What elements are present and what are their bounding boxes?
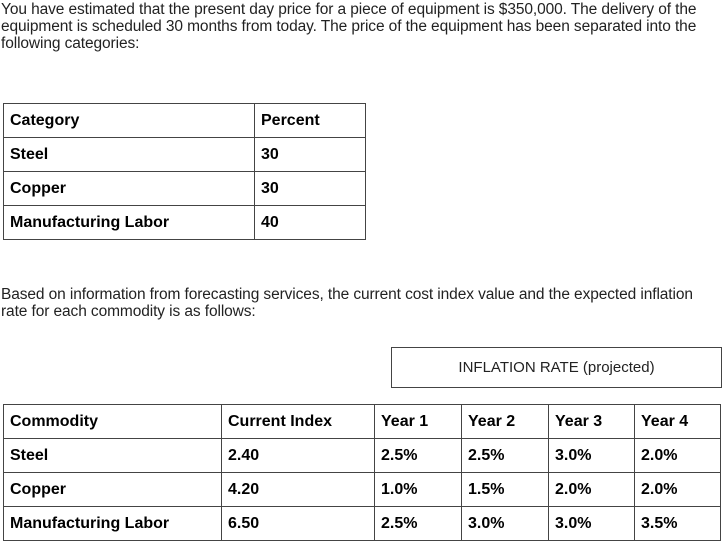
commodity-cell: Steel xyxy=(4,439,222,473)
table-row xyxy=(4,473,721,507)
table-row xyxy=(4,507,721,541)
table-row xyxy=(4,439,721,473)
header-year-1: Year 1 xyxy=(375,405,462,439)
category-table xyxy=(3,103,366,240)
year-4-cell: 2.0% xyxy=(635,439,721,473)
percent-cell: 30 xyxy=(255,138,366,172)
year-3-cell: 2.0% xyxy=(549,473,635,507)
intro-paragraph: You have estimated that the present day price for a piece of equipment is $350,000. The delivery of the equipment is scheduled 30 months from today. The price of the equipment has been separated into the following categories: xyxy=(1,1,697,52)
percent-cell: 40 xyxy=(255,206,366,240)
forecast-paragraph: Based on information from forecasting services, the current cost index value and the expected inflation rate for each commodity is as follows: xyxy=(1,286,693,320)
year-3-cell: 3.0% xyxy=(549,439,635,473)
current-index-cell: 4.20 xyxy=(222,473,375,507)
current-index-cell: 2.40 xyxy=(222,439,375,473)
header-year-4: Year 4 xyxy=(635,405,721,439)
year-2-cell: 2.5% xyxy=(462,439,549,473)
year-1-cell: 2.5% xyxy=(375,507,462,541)
commodity-cell: Copper xyxy=(4,473,222,507)
year-3-cell: 3.0% xyxy=(549,507,635,541)
table-header-row xyxy=(4,104,366,138)
year-1-cell: 2.5% xyxy=(375,439,462,473)
year-2-cell: 3.0% xyxy=(462,507,549,541)
table-header-row xyxy=(4,405,721,439)
table-row xyxy=(4,138,366,172)
year-2-cell: 1.5% xyxy=(462,473,549,507)
category-cell: Copper xyxy=(4,172,255,206)
year-1-cell: 1.0% xyxy=(375,473,462,507)
current-index-cell: 6.50 xyxy=(222,507,375,541)
inflation-rate-header: INFLATION RATE (projected) xyxy=(391,347,722,388)
header-year-2: Year 2 xyxy=(462,405,549,439)
header-year-3: Year 3 xyxy=(549,405,635,439)
year-4-cell: 2.0% xyxy=(635,473,721,507)
commodity-table xyxy=(3,404,721,541)
header-commodity: Commodity xyxy=(4,405,222,439)
percent-cell: 30 xyxy=(255,172,366,206)
category-cell: Steel xyxy=(4,138,255,172)
header-current-index: Current Index xyxy=(222,405,375,439)
commodity-cell: Manufacturing Labor xyxy=(4,507,222,541)
header-category: Category xyxy=(4,104,255,138)
year-4-cell: 3.5% xyxy=(635,507,721,541)
table-row xyxy=(4,172,366,206)
table-row xyxy=(4,206,366,240)
category-cell: Manufacturing Labor xyxy=(4,206,255,240)
header-percent: Percent xyxy=(255,104,366,138)
